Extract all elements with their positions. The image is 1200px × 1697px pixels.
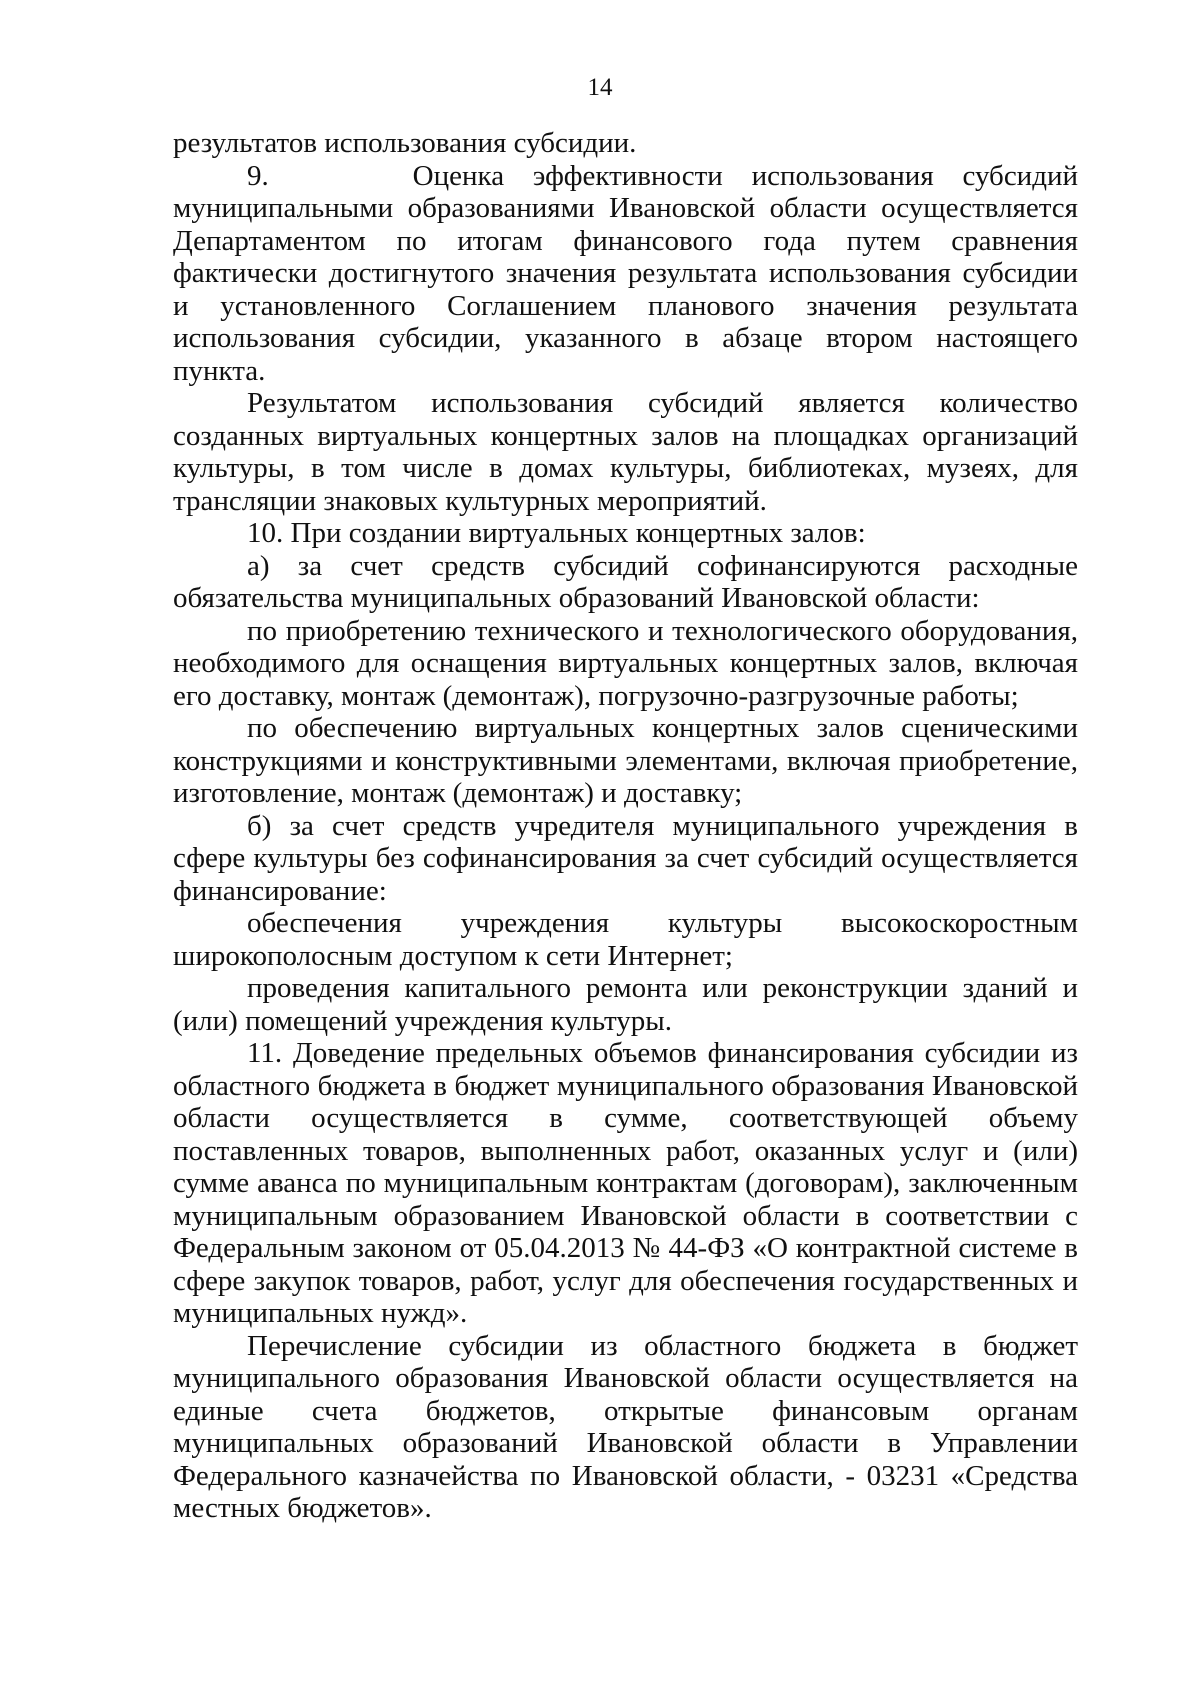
document-body [173,127,1078,1525]
paragraph-stage-constructions: по обеспечению виртуальных концертных залов сценическими конструкциями и конструктивными элементами, включая приобретение, изготовление, монтаж (демонтаж) и доставку; [173,712,1078,809]
paragraph-item-10: 10. При создании виртуальных концертных залов: [247,517,866,549]
paragraph-continuation: результатов использования субсидии. [173,127,637,159]
page-number: 14 [587,74,613,101]
paragraph-repair: проведения капитального ремонта или реконструкции зданий и (или) помещений учреждения культуры. [173,972,1078,1037]
paragraph-result-definition: Результатом использования субсидий является количество созданных виртуальных концертных залов на площадках организаций культуры, в том числе в домах культуры, библиотеках, музеях, для трансляции знаковых культурных мероприятий. [173,387,1078,517]
paragraph-subitem-a: а) за счет средств субсидий софинансируются расходные обязательства муниципальных образований Ивановской области: [173,549,1078,614]
paragraph-item-11: 11. Доведение предельных объемов финансирования субсидии из областного бюджета в бюджет муниципального образования Ивановской области осуществляется в сумме, соответствующей объему поставленных товаров, выполненных работ, оказанных услуг и (или) сумме аванса по муниципальным контрактам (договорам), заключенным муниципальным образованием Ивановской области в соответствии с Федеральным законом от 05.04.2013 № 44-ФЗ «О контрактной системе в сфере закупок товаров, работ, услуг для обеспечения государственных и муниципальных нужд». [173,1037,1078,1329]
paragraph-subitem-b: б) за счет средств учредителя муниципального учреждения в сфере культуры без софинансирования за счет субсидий осуществляется финансирование: [173,809,1078,907]
paragraph-equipment: по приобретению технического и технологического оборудования, необходимого для оснащения виртуальных концертных залов, включая его доставку, монтаж (демонтаж), погрузочно-разгрузочные работы; [173,614,1078,712]
paragraph-item-9: 9. Оценка эффективности использования субсидий муниципальными образованиями Ивановской области осуществляется Департаментом по итогам финансового года путем сравнения фактически достигнутого значения результата использования субсидии и установленного Соглашением планового значения результата использования субсидии, указанного в абзаце втором настоящего пункта. [173,159,1078,387]
paragraph-transfer: Перечисление субсидии из областного бюджета в бюджет муниципального образования Ивановской области осуществляется на единые счета бюджетов, открытые финансовым органам муниципальных образований Ивановской области в Управлении Федерального казначейства по Ивановской области, - 03231 «Средства местных бюджетов». [173,1329,1078,1524]
paragraph-internet-access: обеспечения учреждения культуры высокоскоростным широкополосным доступом к сети Интернет; [173,907,1078,972]
